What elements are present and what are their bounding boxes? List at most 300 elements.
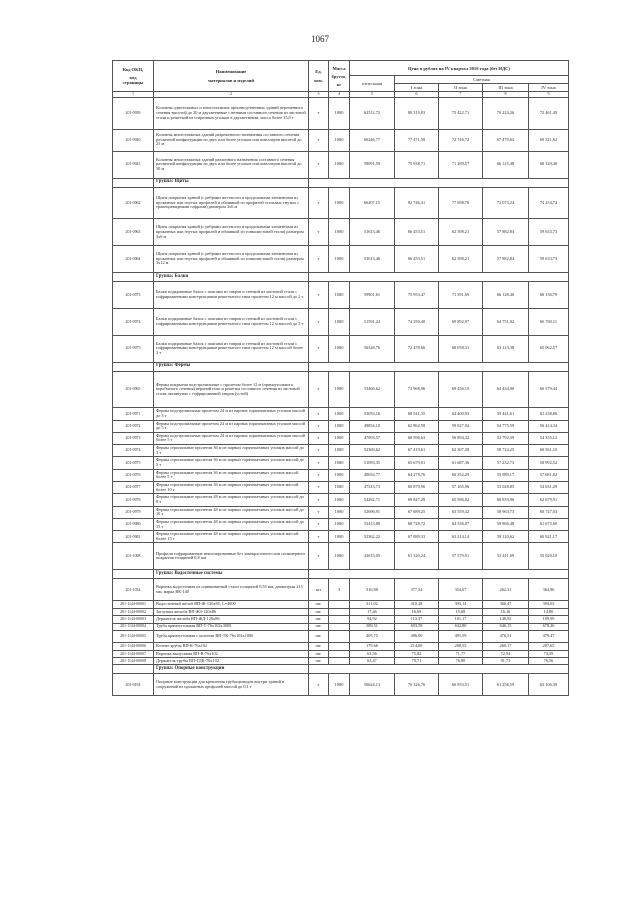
- item-name: Воронка водосточная из оцинкованной стали толщиной 0,55 мм, диаметром 215 мм, марка ВК-140: [154, 579, 309, 601]
- item-unit: т: [309, 432, 329, 444]
- table-row: [113, 601, 569, 608]
- price-zone4: 66 379,44: [529, 371, 569, 408]
- price-zone3: 646,15: [483, 623, 529, 630]
- price-wholesale: 56624,13: [350, 674, 395, 696]
- item-code: 201-1144-00006: [113, 643, 154, 650]
- price-zone4: 61 673,60: [529, 518, 569, 530]
- price-zone4: 479,47: [529, 630, 569, 642]
- item-unit: т: [309, 420, 329, 432]
- item-code: 201-1144-00007: [113, 650, 154, 657]
- price-zone1: 60 596,63: [395, 432, 439, 444]
- item-code: 201-0973: [113, 282, 154, 309]
- price-zone1: 74 250,40: [395, 308, 439, 335]
- price-zone1: 80 319,83: [395, 98, 439, 130]
- item-name: Воронка выпускная ВП-В-76х102: [154, 650, 309, 657]
- item-name: Фермы стропильные пролетом 36 м из парных горячекатаных уголков массой до 5 т: [154, 457, 309, 469]
- price-wholesale: 43615,05: [350, 543, 395, 570]
- item-mass: 1000: [329, 482, 350, 494]
- price-wholesale: 53413,88: [350, 518, 395, 530]
- group-title: Группа: Щиты: [154, 178, 309, 187]
- price-zone1: 77 471,58: [395, 129, 439, 151]
- group-row: [113, 665, 569, 674]
- col-mass-header: [329, 61, 350, 92]
- group-code-cell: [113, 273, 154, 282]
- price-zone3: 72 073,24: [483, 187, 529, 219]
- price-zone4: 394,03: [529, 601, 569, 608]
- column-index-cell: 7: [439, 92, 483, 98]
- price-zone1: 67 419,61: [395, 445, 439, 457]
- table-row: [113, 643, 569, 650]
- item-name: Водосточный жёлоб ВП-Ж-120х85, L=4000: [154, 601, 309, 608]
- table-row: [113, 445, 569, 457]
- estimate-title: Сметная: [395, 76, 569, 84]
- column-index-cell: 9: [529, 92, 569, 98]
- col-code-sublabel: код: [129, 75, 137, 80]
- item-mass: 1000: [329, 469, 350, 481]
- table-row: [113, 650, 569, 657]
- price-zone3: 366,47: [483, 601, 529, 608]
- price-zone1: 66 453,51: [395, 246, 439, 273]
- zone1-header: I зона: [395, 84, 439, 92]
- item-code: 201-0980: [113, 518, 154, 530]
- col-name-sublabel: материалов и изделий: [208, 78, 254, 83]
- item-mass: [329, 630, 350, 642]
- price-zone3: 58 963,73: [483, 506, 529, 518]
- item-name: Колонны многоэтажных зданий различного назначения составного сечения различной конфигурации из двух или более уголков или швеллеров высотой до 50 м: [154, 151, 309, 178]
- item-mass: 1000: [329, 151, 350, 178]
- price-zone3: 59 441,61: [483, 408, 529, 420]
- price-zone2: 71,77: [439, 650, 483, 657]
- price-wholesale: 62512,72: [350, 98, 395, 130]
- price-zone4: 68 136,79: [529, 282, 569, 309]
- price-zone1: 82 746,41: [395, 187, 439, 219]
- price-zone4: 55 020,10: [529, 543, 569, 570]
- column-index-cell: 5: [350, 92, 395, 98]
- col-code-sublabel2: страницы: [122, 80, 144, 85]
- item-mass: 1000: [329, 129, 350, 151]
- item-name: Фермы стропильные пролетом 36 м из парных горячекатаных уголков массой до 3 т: [154, 445, 309, 457]
- price-zone3: 53 411,69: [483, 543, 529, 570]
- item-code: 201-0973: [113, 432, 154, 444]
- item-mass: 1000: [329, 335, 350, 362]
- table-row: [113, 674, 569, 696]
- table-row: [113, 282, 569, 309]
- table-row: [113, 469, 569, 481]
- item-code: 201-0981: [113, 531, 154, 543]
- price-zone3: 72,94: [483, 650, 529, 657]
- price-zone2: 71 289,57: [439, 151, 483, 178]
- price-zone1: 67 889,33: [395, 531, 439, 543]
- item-name: Фермы стропильные пролетом 48 м из парных горячекатаных уголков массой до 15 т: [154, 518, 309, 530]
- table-row: [113, 658, 569, 665]
- item-name: Балки подкрановые балок с поясами из тавров и стенкой из листовой стали с гофрированными конструкциями решетчатого типа пролетом 12 м массой до 2 т: [154, 282, 309, 309]
- price-zone1: 693,58: [395, 623, 439, 630]
- price-wholesale: 63,47: [350, 658, 395, 665]
- price-zone4: 14,80: [529, 608, 569, 615]
- group-fill-cell: [309, 665, 569, 674]
- table-row: [113, 246, 569, 273]
- price-zone4: 59 633,73: [529, 246, 569, 273]
- item-name: Фермы подстропильные пролетом 24 м из парных горячекатаных уголков массой до 3 т: [154, 408, 309, 420]
- price-zone1: 72 478,66: [395, 335, 439, 362]
- item-code: 201-0975: [113, 457, 154, 469]
- price-zone2: 63 307,38: [439, 445, 483, 457]
- table-row: [113, 151, 569, 178]
- table-row: [113, 616, 569, 623]
- price-wholesale: 311,02: [350, 601, 395, 608]
- price-wholesale: 53466,62: [350, 371, 395, 408]
- group-fill-cell: [309, 362, 569, 371]
- price-zone2: 71 391,69: [439, 282, 483, 309]
- price-zone3: 148,92: [483, 616, 529, 623]
- price-zone4: 72 461,49: [529, 98, 569, 130]
- price-wholesale: 54282,71: [350, 494, 395, 506]
- column-index-cell: 8: [483, 92, 529, 98]
- price-zone3: 55 989,17: [483, 469, 529, 481]
- price-zone3: 63 123,38: [483, 335, 529, 362]
- item-unit: т: [309, 494, 329, 506]
- table-row: [113, 432, 569, 444]
- item-name: Колонны одноэтажных и многоэтажных производственных зданий переменного сечения высотой до 20 м двухветвевые с ветвями составного сечения из листовой стали и решеткой из спаренных уголков в двухветвевом, масса более 15,0 т: [154, 98, 309, 130]
- item-name: Колено трубы ВП-К-76х102: [154, 643, 309, 650]
- price-zone3: 57 232,73: [483, 457, 529, 469]
- price-zone3: 60 839,96: [483, 494, 529, 506]
- price-zone1: 69 847,28: [395, 494, 439, 506]
- price-wholesale: 49654,77: [350, 469, 395, 481]
- table-row: [113, 219, 569, 246]
- price-zone4: 69 521,62: [529, 129, 569, 151]
- price-zone2: 76,80: [439, 658, 483, 665]
- zone2-header: II зона: [439, 84, 483, 92]
- price-zone2: 63 559,42: [439, 506, 483, 518]
- item-unit: т: [309, 469, 329, 481]
- item-unit: т: [309, 531, 329, 543]
- item-mass: 1000: [329, 457, 350, 469]
- price-zone3: 66 125,48: [483, 151, 529, 178]
- item-mass: 1000: [329, 531, 350, 543]
- item-code: 201-1144-00004: [113, 623, 154, 630]
- item-unit: т: [309, 518, 329, 530]
- price-zone2: 354,67: [439, 579, 483, 601]
- item-name: Колонны многоэтажных зданий разреженного назначения составного сечения различной конфигурации из двух или более уголков или швеллеров высотой до 25 м: [154, 129, 309, 151]
- group-title: Группа: Опорные конструкции: [154, 665, 309, 674]
- item-mass: 1000: [329, 282, 350, 309]
- item-code: 201-0971: [113, 408, 154, 420]
- item-code: 201-1144-00005: [113, 630, 154, 642]
- table-row: [113, 518, 569, 530]
- price-zone1: 66 453,51: [395, 219, 439, 246]
- price-zone1: 75 953,47: [395, 282, 439, 309]
- item-mass: [329, 601, 350, 608]
- price-zone2: 69 892,97: [439, 308, 483, 335]
- table-row: [113, 543, 569, 570]
- item-code: 201-1144-00008: [113, 658, 154, 665]
- price-zone2: 57 579,01: [439, 543, 483, 570]
- price-wholesale: 47093,57: [350, 432, 395, 444]
- group-title: Группа: Водосточные системы: [154, 570, 309, 579]
- item-name: Заглушка желоба ВП-ЖЗ-120х86: [154, 608, 309, 615]
- item-mass: 1000: [329, 674, 350, 696]
- price-wholesale: 53053,16: [350, 408, 395, 420]
- price-zone2: 63 214,14: [439, 531, 483, 543]
- item-mass: [329, 623, 350, 630]
- column-index-cell: 4: [329, 92, 350, 98]
- price-zone2: 75 422,71: [439, 98, 483, 130]
- item-name: Балки подкрановые балок с поясами из тавров и стенкой из листовой стали с гофрированными конструкциями решетчатого типа пролетом 12 м массой до 3 т: [154, 308, 309, 335]
- price-zone2: 57 165,96: [439, 482, 483, 494]
- table-row: [113, 630, 569, 642]
- item-unit: шт.: [309, 658, 329, 665]
- price-zone4: 60 561,10: [529, 445, 569, 457]
- price-wholesale: 52369,62: [350, 445, 395, 457]
- item-unit: т: [309, 129, 329, 151]
- price-zone3: 70 224,26: [483, 98, 529, 130]
- group-code-cell: [113, 570, 154, 579]
- table-row: [113, 335, 569, 362]
- price-wholesale: 51613,46: [350, 246, 395, 273]
- col-unit-label: Ед.: [315, 69, 322, 74]
- price-zone2: 66 933,51: [439, 674, 483, 696]
- group-title: Группа: Балки: [154, 273, 309, 282]
- price-zone3: 59 120,62: [483, 531, 529, 543]
- item-name: Балки подкрановые балок с поясами из тавров и стенкой из листовой стали с гофрированными конструкциями решетчатого типа пролетом 12 м массой более 3 т: [154, 335, 309, 362]
- price-zone3: 58 724,25: [483, 445, 529, 457]
- item-unit: т: [309, 308, 329, 335]
- item-code: 201-0940: [113, 129, 154, 151]
- item-mass: [329, 608, 350, 615]
- price-zone3: 54 775,59: [483, 420, 529, 432]
- price-zone1: 496,00: [395, 630, 439, 642]
- item-unit: т: [309, 187, 329, 219]
- price-zone1: 214,69: [395, 643, 439, 650]
- zone3-header: III зона: [483, 84, 529, 92]
- item-code: 201-0972: [113, 420, 154, 432]
- item-unit: т: [309, 98, 329, 130]
- price-zone2: 77 698,78: [439, 187, 483, 219]
- item-code: 201-1144-00002: [113, 608, 154, 615]
- item-name: Фермы стропильные пролетом 48 м из парных горячекатаных уголков массой до 8 т: [154, 494, 309, 506]
- col-mass-sublabel: брутто,: [331, 73, 347, 79]
- col-unit-header: [309, 61, 329, 92]
- price-zone4: 76,56: [529, 658, 569, 665]
- col-mass-unit: кг: [336, 81, 342, 87]
- price-zone3: 64 751,02: [483, 308, 529, 335]
- price-wholesale: 66246,77: [350, 129, 395, 151]
- item-unit: шт.: [309, 630, 329, 642]
- item-name: Щиты покрытия зданий (с ребрами жесткости и продольными элементами из прокатных или гнутых профилей и обшивкой из тонколистовой стали) размером 3х12 м: [154, 246, 309, 273]
- item-mass: 1000: [329, 219, 350, 246]
- item-name: Опорные конструкции для крепления трубопроводов внутри зданий и сооружений из прокатных профилей массой до 0,1 т: [154, 674, 309, 696]
- item-mass: 3: [329, 579, 350, 601]
- price-zone2: 632,80: [439, 623, 483, 630]
- price-zone2: 68 058,31: [439, 335, 483, 362]
- table-row: [113, 608, 569, 615]
- item-code: 201-0962: [113, 187, 154, 219]
- item-code: 201-0979: [113, 506, 154, 518]
- group-code-cell: [113, 178, 154, 187]
- item-unit: т: [309, 543, 329, 570]
- item-mass: [329, 658, 350, 665]
- price-wholesale: 63,56: [350, 650, 395, 657]
- item-name: Труба прямоугольная с коленом ВП-ТК-76х102х1000: [154, 630, 309, 642]
- price-zone4: 364,96: [529, 579, 569, 601]
- item-mass: 1000: [329, 308, 350, 335]
- item-unit: т: [309, 219, 329, 246]
- group-row: [113, 273, 569, 282]
- price-zone4: 59 633,73: [529, 219, 569, 246]
- group-title: Группа: Фермы: [154, 362, 309, 371]
- item-code: 201-0975: [113, 335, 154, 362]
- price-zone1: 60 879,96: [395, 482, 439, 494]
- price-zone1: 75 938,71: [395, 151, 439, 178]
- table-row: [113, 420, 569, 432]
- price-zone1: 65 679,01: [395, 457, 439, 469]
- group-code-cell: [113, 362, 154, 371]
- price-wholesale: 56328,76: [350, 335, 395, 362]
- item-unit: т: [309, 482, 329, 494]
- item-mass: 1000: [329, 420, 350, 432]
- item-mass: [329, 643, 350, 650]
- price-zone4: 207,65: [529, 643, 569, 650]
- item-code: 201-0963: [113, 219, 154, 246]
- item-name: Труба прямоугольная ВП-Т-76х102х3000: [154, 623, 309, 630]
- price-zone3: 66 128,46: [483, 282, 529, 309]
- price-zone3: 52 792,39: [483, 432, 529, 444]
- price-zone1: 410,28: [395, 601, 439, 608]
- price-zone1: 62 862,58: [395, 420, 439, 432]
- price-zone1: 73 968,96: [395, 371, 439, 408]
- price-zone3: 53 028,85: [483, 482, 529, 494]
- price-zone3: 57 882,84: [483, 219, 529, 246]
- price-table: [112, 60, 569, 696]
- item-code: 201-0964: [113, 246, 154, 273]
- price-zone1: 79,71: [395, 658, 439, 665]
- price-zone2: 393,14: [439, 601, 483, 608]
- item-unit: шт.: [309, 650, 329, 657]
- price-zone2: 64 536,07: [439, 518, 483, 530]
- group-row: [113, 178, 569, 187]
- item-name: Профили гофрированные неизолированные без лакокрасочного или полимерного покрытия толщиной 0,8 мм: [154, 543, 309, 570]
- item-code: 201-1144-00001: [113, 601, 154, 608]
- item-name: Фермы стропильные пролетом 36 м из парных горячекатаных уголков массой более 5 т: [154, 469, 309, 481]
- price-zone4: 65 062,57: [529, 335, 569, 362]
- price-zone1: 113,37: [395, 616, 439, 623]
- zone4-header: IV зона: [529, 84, 569, 92]
- price-zone2: 15,68: [439, 608, 483, 615]
- group-fill-cell: [309, 570, 569, 579]
- col-unit-sublabel: изм.: [314, 78, 323, 83]
- price-zone4: 74 254,72: [529, 187, 569, 219]
- price-zone1: 16,69: [395, 608, 439, 615]
- item-code: 201-1008: [113, 543, 154, 570]
- item-mass: 1000: [329, 518, 350, 530]
- price-zone4: 54 631,29: [529, 482, 569, 494]
- price-zone1: 61 320,24: [395, 543, 439, 570]
- item-unit: т: [309, 506, 329, 518]
- price-zone4: 678,26: [529, 623, 569, 630]
- item-mass: 1000: [329, 408, 350, 420]
- item-unit: шт.: [309, 616, 329, 623]
- item-mass: 1000: [329, 371, 350, 408]
- price-zone4: 109,99: [529, 616, 569, 623]
- item-mass: [329, 650, 350, 657]
- item-unit: т: [309, 408, 329, 420]
- price-zone3: 262,31: [483, 579, 529, 601]
- table-row: [113, 187, 569, 219]
- group-row: [113, 570, 569, 579]
- price-wholesale: 51613,46: [350, 219, 395, 246]
- col-name-label: Наименование: [215, 69, 247, 74]
- price-zone3: 91,71: [483, 658, 529, 665]
- price-wholesale: 405,75: [350, 630, 395, 642]
- price-zone4: 63 106,39: [529, 674, 569, 696]
- item-name: Фермы стропильные пролетом 36 м из парных горячекатаных уголков массой более 10 т: [154, 482, 309, 494]
- group-row: [113, 362, 569, 371]
- price-zone3: 59 866,48: [483, 518, 529, 530]
- item-mass: 1000: [329, 445, 350, 457]
- price-zone1: 67 689,25: [395, 506, 439, 518]
- item-code: 201-1034: [113, 579, 154, 601]
- item-unit: шт.: [309, 643, 329, 650]
- price-wholesale: 179,66: [350, 643, 395, 650]
- price-zone2: 62 398,21: [439, 246, 483, 273]
- item-mass: 1000: [329, 494, 350, 506]
- price-zone2: 56 894,32: [439, 432, 483, 444]
- price-wholesale: 589,51: [350, 623, 395, 630]
- price-wholesale: 49854,10: [350, 420, 395, 432]
- table-row: [113, 506, 569, 518]
- price-zone1: 377,54: [395, 579, 439, 601]
- price-zone2: 62 398,21: [439, 219, 483, 246]
- price-zone4: 66 769,11: [529, 308, 569, 335]
- price-wholesale: 17,46: [350, 608, 395, 615]
- item-unit: т: [309, 335, 329, 362]
- price-wholesale: 59901,61: [350, 282, 395, 309]
- item-name: Держатель желоба ВП-ЖД-120х86: [154, 616, 309, 623]
- item-name: Фермы подстропильные пролетом 24 м из парных горячекатаных уголков массой до 5 т: [154, 420, 309, 432]
- item-code: 201-0194: [113, 674, 154, 696]
- item-unit: шт.: [309, 608, 329, 615]
- price-wholesale: 58091,59: [350, 151, 395, 178]
- table-row: [113, 494, 569, 506]
- table-row: [113, 129, 569, 151]
- price-zone1: 70 326,76: [395, 674, 439, 696]
- price-zone4: 57 681,82: [529, 469, 569, 481]
- price-zone1: 68 728,72: [395, 518, 439, 530]
- header-row-1: [113, 61, 569, 76]
- price-wholesale: 52696,91: [350, 506, 395, 518]
- item-code: 201-0941: [113, 151, 154, 178]
- price-zone2: 61 687,36: [439, 457, 483, 469]
- price-wholesale: 47313,73: [350, 482, 395, 494]
- group-code-cell: [113, 665, 154, 674]
- item-code: 201-0974: [113, 445, 154, 457]
- item-code: 201-1144-00003: [113, 616, 154, 623]
- price-zone4: 61 238,86: [529, 408, 569, 420]
- price-zone2: 69 456,19: [439, 371, 483, 408]
- price-zone3: 57 882,84: [483, 246, 529, 273]
- item-code: 201-0977: [113, 482, 154, 494]
- price-zone3: 16,16: [483, 608, 529, 615]
- item-unit: т: [309, 445, 329, 457]
- price-zone2: 59 027,04: [439, 420, 483, 432]
- item-name: Держатель трубы ВП-ТДК-76х102: [154, 658, 309, 665]
- item-unit: шт: [309, 579, 329, 601]
- price-zone3: 476,51: [483, 630, 529, 642]
- price-wholesale: 316,98: [350, 579, 395, 601]
- price-zone4: 60 747,03: [529, 506, 569, 518]
- item-mass: 1000: [329, 506, 350, 518]
